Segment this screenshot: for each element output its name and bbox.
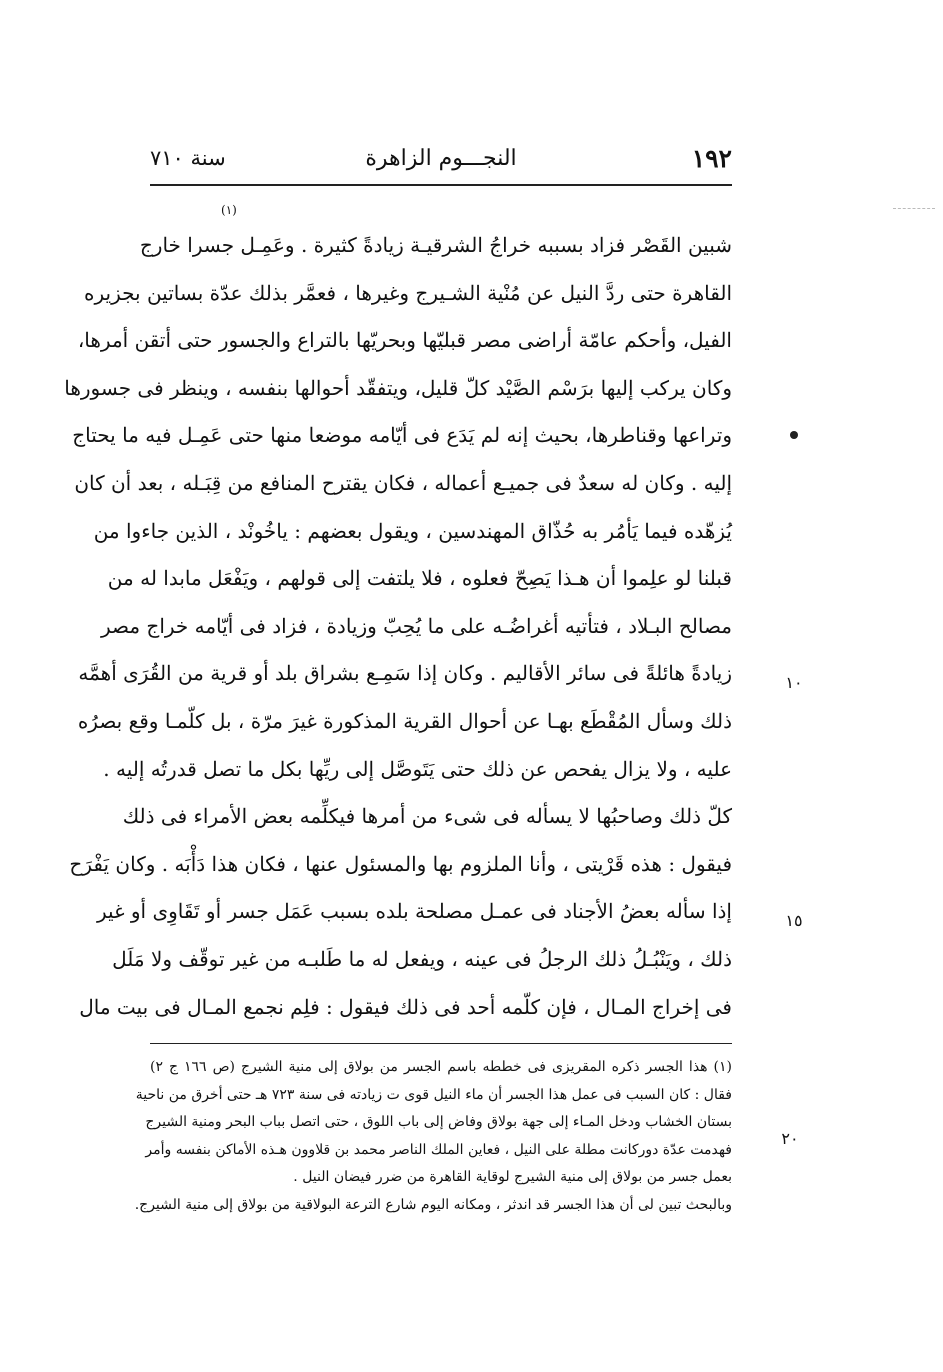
running-title: النجـــوم الزاهرة: [365, 146, 517, 171]
text-line: فى إخراج المـال ، فإن كلّمه أحد فى ذلك فيقول : فلِم نجمع المـال فى بيت مال: [79, 994, 732, 1019]
footnote-line: فهدمت عدّة دوركانت مطلة على النيل ، فعاين الملك الناصر محمد بن قلاوون هـذه الأماكن بنفسه وأمر: [145, 1141, 732, 1158]
page-header: [150, 140, 732, 180]
text-line: زيادةً هائلةً فى سائر الأقاليم . وكان إذا سَمِـع بشراق بلد أو قرية من القُرَى أهمَّه: [78, 661, 732, 686]
margin-bullet: [790, 431, 798, 439]
text-line: الفيل، وأحكم عامّة أراضى مصر قبليّها وبحريّها بالتراع والجسور حتى أتقن أمرها،: [77, 328, 732, 353]
line-number-20: ٢٠: [781, 1129, 799, 1148]
text-line: إليه . وكان له سعدٌ فى جميـع أعماله ، فكان يقترح المنافع من قِبَـله ، بعد أن كان: [74, 470, 732, 495]
text-line: مصالح البـلاد ، فتأتيه أغراضُـه على ما يُحِبّ وزيادة ، فزاد فى أيّامه خراج مصر: [100, 613, 732, 638]
text-line: كلّ ذلك وصاحبُها لا يسأله فى شىء من أمرها فيكلِّمه بعض الأمراء فى ذلك: [122, 804, 732, 829]
text-line: يُزهّده فيما يَأمُر به حُذّاق المهندسين ، ويقول بعضهم : ياخُونْد ، الذين جاءوا من: [93, 518, 732, 543]
text-line: القاهرة حتى ردَّ النيل عن مُنْية الشـيرج وغيرها ، فعمَّر بذلك عدّة بساتين بجزيره: [84, 280, 732, 305]
header-rule: [150, 184, 732, 186]
page-number: ١٩٢: [691, 144, 732, 173]
text-line: قبلنا لو علِموا أن هـذا يَصِحّ فعلوه ، فلا يلتفت إلى قولهم ، ويَفْعَل مابدا له من: [107, 566, 732, 591]
main-text: [64, 222, 732, 1031]
line-number-10: ١٠: [785, 673, 803, 692]
footnote-line: فقال : كان السبب فى عمل هذا الجسر أن ماء النيل قوى ت زيادته فى سنة ٧٢٣ هـ حتى أخرق من ناحية: [135, 1086, 732, 1103]
text-line: عليه ، ولا يزال يفحص عن ذلك حتى يَتَوصَّل إلى ريِّها بكل ما تصل قدرتُه إليه .: [103, 756, 732, 781]
line-number-15: ١٥: [785, 911, 803, 930]
text-line: ذلك ، ويَنْبُـلُ ذلك الرجلُ فى عينه ، ويفعل له ما طَلبـه من غير توقّف ولا مَلَل: [112, 946, 732, 971]
text-line: ذلك وسأل المُقْطَع بهـا عن أحوال القرية المذكورة غيرَ مرّة ، بل كلّمـا وقع بصرُه: [77, 708, 732, 733]
footnotes: [134, 1054, 733, 1219]
text-line: شبين القَصْر فزاد بسببه خراجُ الشرقيـة زيادةً كثيرة . وعَمِـل جسرا خارج: [139, 233, 732, 257]
text-line: فيقول : هذه قَرْيتى ، وأنا الملزوم بها والمسئول عنها ، فكان هذا دَأْبَه . وكان يَفْرَح: [69, 851, 732, 876]
year-label: سنة ٧١٠: [150, 146, 226, 170]
text-line: وتراعها وقناطرها، بحيث إنه لم يَدَع فى أيّامه موضعا منها حتى عَمِـل فيه ما يحتاج: [72, 423, 732, 448]
text-line: إذا سأله بعضُ الأجناد فى عمـل مصلحة بلده بسبب عَمَل جسر أو تَقَاوِى أو غير: [97, 899, 732, 924]
footnote-line: بعمل جسر من بولاق إلى منية الشيرج لوقاية القاهرة من ضرر فيضان النيل .: [293, 1169, 732, 1185]
footnote-line: وبالبحث تبين لى أن هذا الجسر قد اندثر ، ومكانه اليوم شارع الترعة البولاقية من بولاق إلى منية الشيرج.: [134, 1196, 732, 1213]
scan-edge-mark: [893, 208, 935, 209]
text-line: وكان يركب إليها برَسْم الصَّيْد كلّ قليل، ويتفقّد أحوالها بنفسه ، وينظر فى جسورها: [64, 375, 732, 400]
footnote-line: (١) هذا الجسر ذكره المقريزى فى خططه باسم الجسر من بولاق إلى منية الشيرج (ص ١٦٦ ج ٢): [150, 1059, 733, 1075]
footnote-reference: (١): [221, 203, 237, 217]
footnote-line: بستان الخشاب ودخل المـاء إلى جهة بولاق وفاض إلى باب اللوق ، حتى اتصل بباب البحر ومنية الشيرج: [145, 1114, 732, 1130]
footnote-rule: [150, 1043, 732, 1044]
